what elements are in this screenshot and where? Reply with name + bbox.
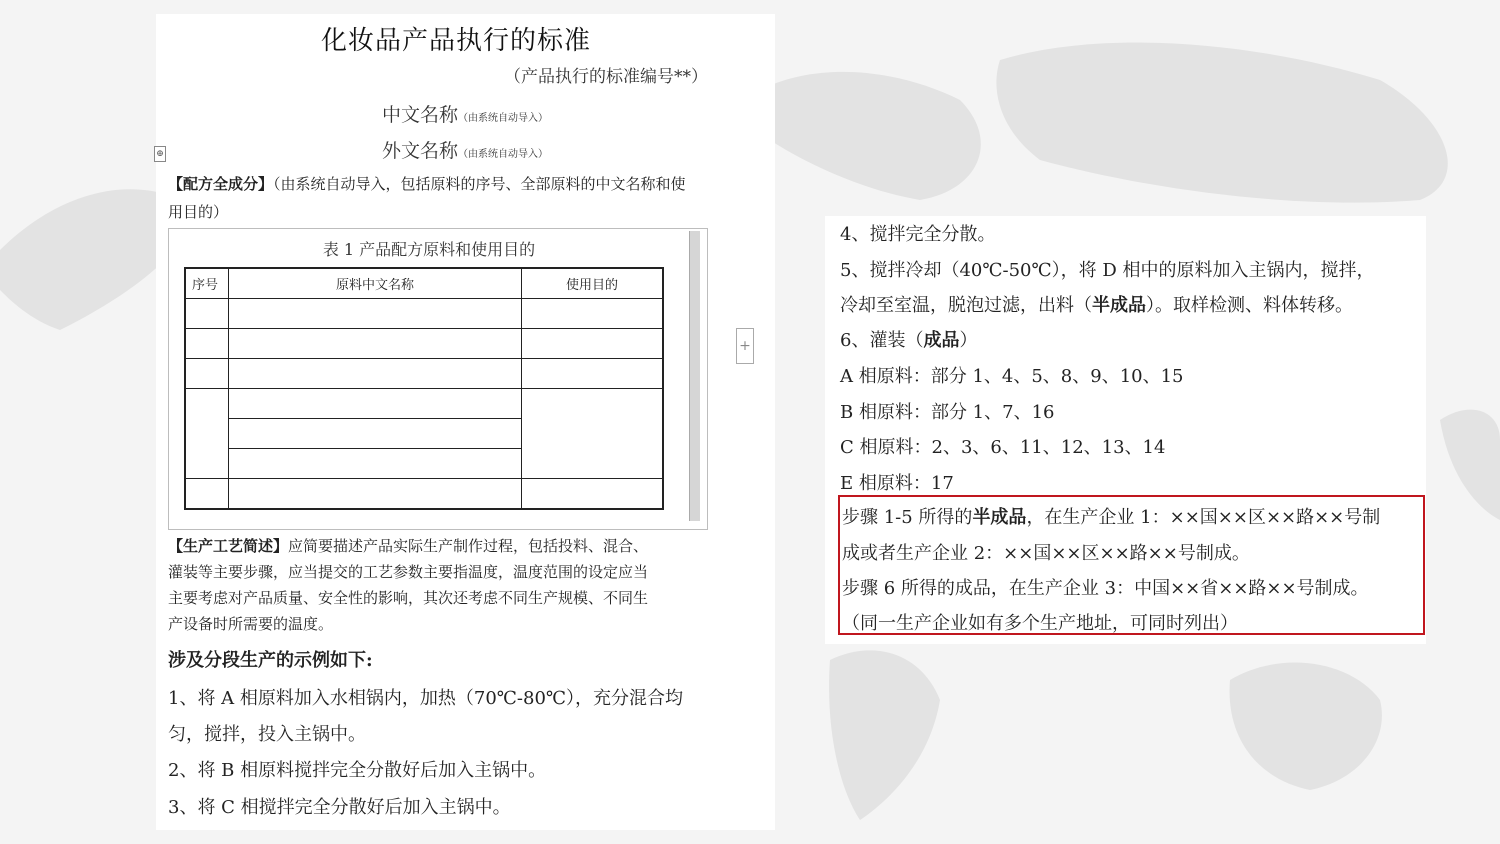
table-scrollbar[interactable] [689,231,700,521]
table-header-cell: 原料中文名称 [229,268,522,299]
box-line-1-pre: 步骤 1-5 所得的 [842,507,973,528]
foreign-name-note: （由系统自动导入） [458,149,549,160]
semi-product-label: 半成品 [1092,295,1146,316]
step-6-post: ） [959,330,978,351]
step-5-text-post: ）。取样检测、料体转移。 [1146,295,1353,316]
table-row[interactable] [185,479,663,510]
step-line-3: 2、将 B 相原料搅拌完全分散好后加入主锅中。 [168,760,547,781]
table-row[interactable] [185,359,663,389]
foreign-name-label: 外文名称 [382,140,459,162]
step-5-line-2 [840,291,1353,317]
document-page-left [156,14,775,830]
process-line-3: 主要考虑对产品质量、安全性的影响，其次还考虑不同生产规模、不同生 [168,589,649,607]
phase-a: A 相原料：部分 1、4、5、8、9、10、15 [840,366,1184,387]
table-row[interactable] [185,299,663,329]
process-text-1: 应简要描述产品实际生产制作过程，包括投料、混合、 [288,537,649,555]
step-line-4: 3、将 C 相搅拌完全分散好后加入主锅中。 [168,797,511,818]
chinese-name-line [382,100,548,127]
highlight-box [838,495,1425,635]
step-line-1: 1、将 A 相原料加入水相锅内，加热（70℃-80℃），充分混合均 [168,688,684,709]
process-line-2: 灌装等主要步骤，应当提交的工艺参数主要指温度，温度范围的设定应当 [168,563,649,581]
foreign-name-line [382,136,548,163]
formula-table [184,267,664,510]
table-header-cell: 使用目的 [522,268,664,299]
phase-b: B 相原料：部分 1、7、16 [840,402,1055,423]
table-header-row [185,268,663,299]
phase-e: E 相原料：17 [840,473,954,494]
finished-product-label: 成品 [923,330,960,351]
example-heading: 涉及分段生产的示例如下: [168,650,373,671]
standard-number: （产品执行的标准编号**） [504,67,708,87]
chinese-name-note: （由系统自动导入） [458,113,549,124]
step-4: 4、搅拌完全分散。 [840,224,996,245]
formula-line-1 [168,170,686,198]
table-row[interactable] [185,329,663,359]
formula-table-frame [168,228,708,530]
process-line-1 [168,532,648,560]
process-line-4: 产设备时所需要的温度。 [168,615,334,633]
step-5-text-pre: 冷却至室温，脱泡过滤，出料（ [840,295,1092,316]
formula-line-2: 用目的） [168,203,229,221]
process-heading: 【生产工艺简述】 [168,537,289,555]
box-line-1-post: ，在生产企业 1：××国××区××路××号制 [1026,507,1381,528]
step-line-2: 匀，搅拌，投入主锅中。 [168,724,366,745]
box-line-3: 步骤 6 所得的成品，在生产企业 3：中国××省××路××号制成。 [842,578,1369,599]
step-6 [840,326,977,352]
step-6-pre: 6、灌装（ [840,330,924,351]
box-semi-product: 半成品 [972,507,1027,528]
table-header-cell: 序号 [185,268,229,299]
step-5-line-1: 5、搅拌冷却（40℃-50℃），将 D 相中的原料加入主锅内，搅拌， [840,260,1375,281]
add-column-button[interactable]: + [736,328,754,364]
table-anchor-icon[interactable]: ⊕ [154,146,166,162]
formula-heading: 【配方全成分】 [168,175,274,193]
document-title: 化妆品产品执行的标准 [320,26,591,56]
chinese-name-label: 中文名称 [382,104,459,126]
table-caption: 表 1 产品配方原料和使用目的 [322,240,536,259]
box-line-4: （同一生产企业如有多个生产地址，可同时列出） [842,613,1238,634]
table-row[interactable] [185,389,663,419]
box-line-2: 成或者生产企业 2：××国××区××路××号制成。 [842,543,1250,564]
phase-c: C 相原料：2、3、6、11、12、13、14 [840,437,1166,458]
formula-text-1: （由系统自动导入，包括原料的序号、全部原料的中文名称和使 [273,175,686,193]
